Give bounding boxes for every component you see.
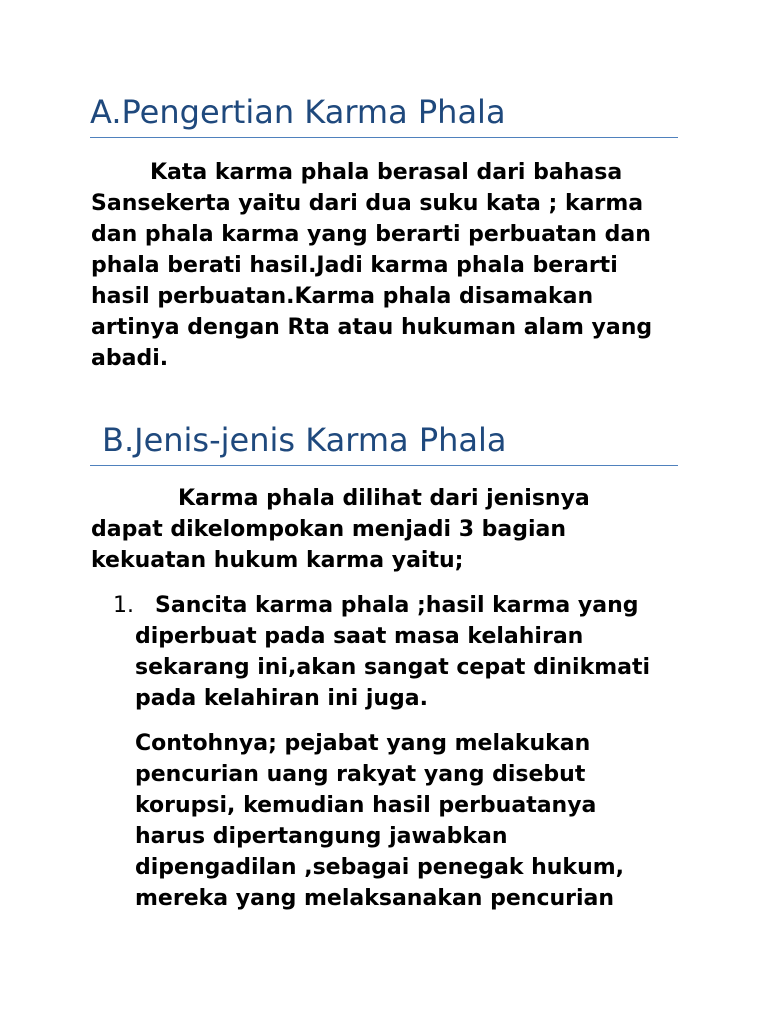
list-item-line: sekarang ini,akan sangat cepat dinikmati [135, 655, 651, 680]
paragraph-line: dapat dikelompokan menjadi 3 bagian [91, 517, 567, 542]
paragraph-line: Kata karma phala berasal dari bahasa [150, 160, 623, 185]
paragraph-line: Karma phala dilihat dari jenisnya [178, 486, 590, 511]
paragraph-line: Sansekerta yaitu dari dua suku kata ; karma [91, 191, 644, 216]
paragraph-a [91, 157, 652, 374]
paragraph-line: dan phala karma yang berarti perbuatan dan [91, 222, 651, 247]
list-item-example [135, 728, 624, 914]
paragraph-line: hasil perbuatan.Karma phala disamakan [91, 284, 594, 309]
list-item [135, 590, 650, 714]
paragraph-b-intro [91, 483, 590, 576]
example-line: korupsi, kemudian hasil perbuatanya [135, 793, 597, 818]
example-line: Contohnya; pejabat yang melakukan [135, 731, 591, 756]
paragraph-line: kekuatan hukum karma yaitu; [91, 548, 464, 573]
heading-a-rule [90, 137, 678, 138]
example-line: dipengadilan ,sebagai penegak hukum, [135, 855, 625, 880]
list-item-line: Sancita karma phala ;hasil karma yang [155, 593, 639, 618]
paragraph-line: abadi. [91, 346, 169, 371]
heading-b-rule [90, 465, 678, 466]
example-line: mereka yang melaksanakan pencurian [135, 886, 615, 911]
heading-b: B.Jenis-jenis Karma Phala [102, 421, 507, 459]
list-item-line: diperbuat pada saat masa kelahiran [135, 624, 584, 649]
paragraph-line: artinya dengan Rta atau hukuman alam yang [91, 315, 653, 340]
paragraph-line: phala berati hasil.Jadi karma phala berarti [91, 253, 618, 278]
heading-a: A.Pengertian Karma Phala [90, 93, 506, 131]
list-item-number: 1. [113, 593, 134, 618]
example-line: pencurian uang rakyat yang disebut [135, 762, 586, 787]
list-item-line: pada kelahiran ini juga. [135, 686, 428, 711]
example-line: harus dipertangung jawabkan [135, 824, 508, 849]
